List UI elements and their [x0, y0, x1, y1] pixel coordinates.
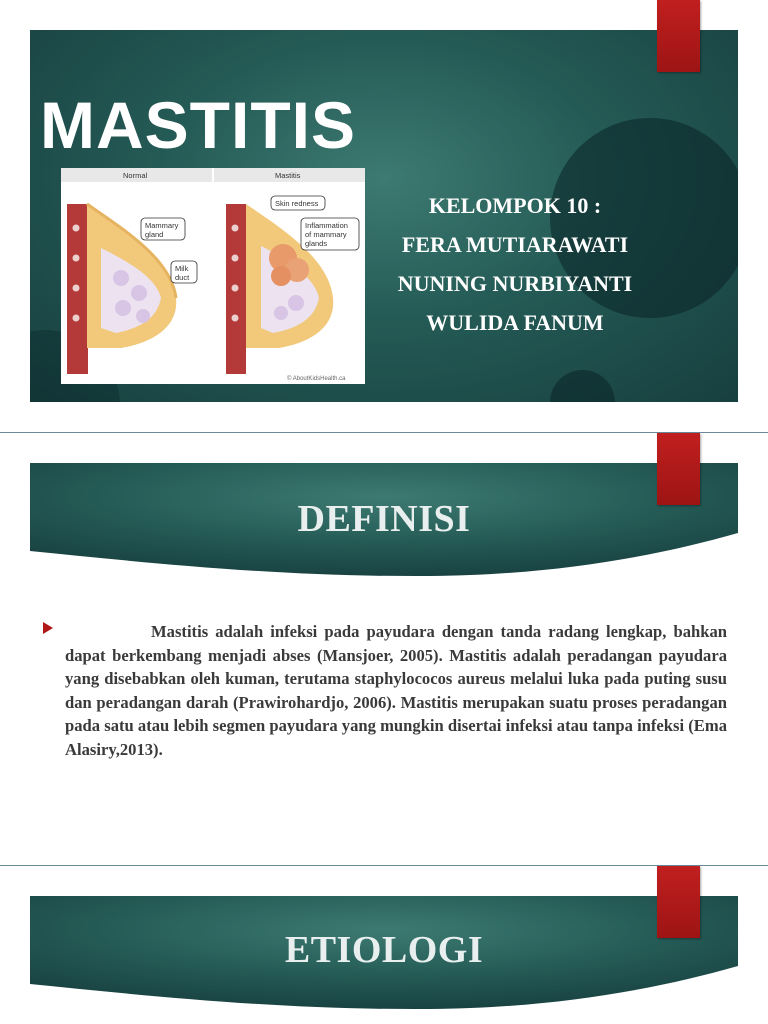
svg-text:glands: glands: [305, 239, 328, 248]
presentation-title: MASTITIS: [40, 88, 356, 162]
decorative-circle: [550, 370, 615, 402]
bullet-arrow-icon: [43, 622, 53, 634]
normal-breast-drawing: [67, 204, 197, 374]
svg-text:duct: duct: [175, 273, 190, 282]
member-name: NUNING NURBIYANTI: [397, 271, 633, 296]
svg-text:gland: gland: [145, 230, 164, 239]
svg-text:Skin redness: Skin redness: [275, 199, 319, 208]
mastitis-illustration: [61, 168, 365, 384]
slide-etiologi: [0, 866, 768, 1024]
figure-label-normal: Normal: [123, 171, 148, 180]
figure-label-mastitis: Mastitis: [275, 171, 301, 180]
svg-text:Inflammation: Inflammation: [305, 221, 348, 230]
member-name: WULIDA FANUM: [426, 310, 604, 335]
section-heading: ETIOLOGI: [284, 929, 484, 971]
group-members: [372, 186, 658, 342]
slide-title: [0, 0, 768, 420]
svg-text:Milk: Milk: [175, 264, 189, 273]
mastitis-breast-drawing: [226, 196, 359, 374]
figure-credit: © AboutKidsHealth.ca: [287, 376, 346, 382]
accent-tab: [657, 433, 700, 505]
svg-text:Mammary: Mammary: [145, 221, 179, 230]
svg-text:of mammary: of mammary: [305, 230, 347, 239]
accent-tab: [657, 0, 700, 72]
definition-paragraph: Mastitis adalah infeksi pada payudara dengan tanda radang lengkap, bahkan dapat berkembang menjadi abses (Mansjoer, 2005). Mastitis adalah peradangan payudara yang disebabkan oleh kuman, terutama staphylococos aureus melalui luka pada puting susu dan peradangan darah (Prawirohardjo, 2006). Mastitis merupakan suatu proses peradangan pada satu atau lebih segmen payudara yang mungkin disertai infeksi atau tanpa infeksi (Ema Alasiry,2013).: [65, 622, 727, 759]
group-number: KELOMPOK 10 :: [428, 193, 602, 218]
member-name: FERA MUTIARAWATI: [401, 232, 629, 257]
section-heading: DEFINISI: [297, 498, 471, 540]
